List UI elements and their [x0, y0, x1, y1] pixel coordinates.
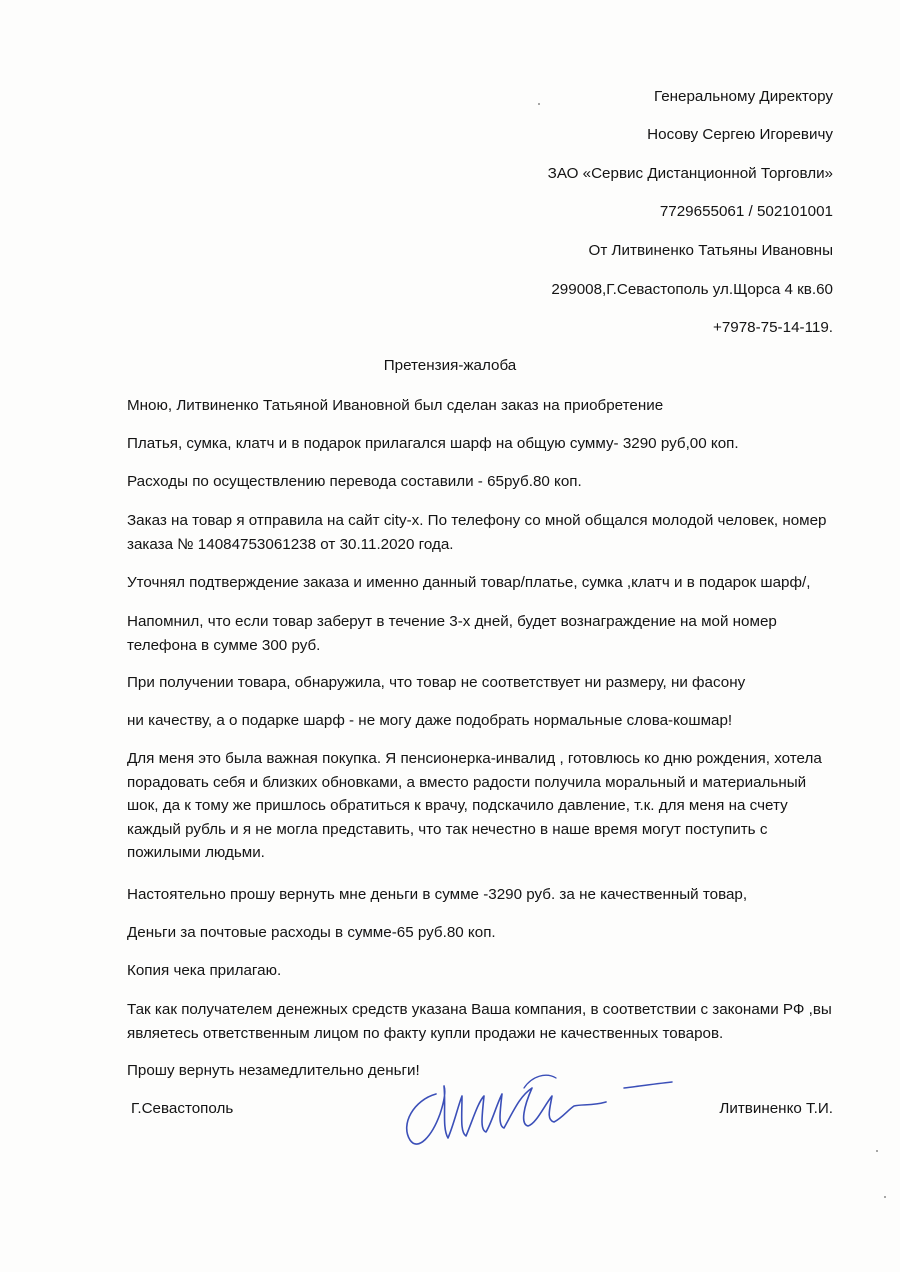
sender-address: 299008,Г.Севастополь ул.Щорса 4 кв.60: [551, 281, 833, 298]
recipient-company: ЗАО «Сервис Дистанционной Торговли»: [547, 165, 833, 182]
paragraph-expenses: Расходы по осуществлению перевода составили - 65руб.80 коп.: [127, 473, 582, 490]
footer-signer: Литвиненко Т.И.: [719, 1100, 833, 1117]
recipient-title: Генеральному Директору: [654, 88, 833, 105]
paragraph-order-number: Заказ на товар я отправила на сайт city-x. По телефону со мной общался молодой человек, номер заказа № 14084753061238 от 30.11.2020 года.: [127, 512, 827, 553]
paragraph-items: Платья, сумка, клатч и в подарок прилагался шарф на общую сумму- 3290 руб,00 коп.: [127, 435, 739, 452]
scan-speck: [876, 1150, 878, 1152]
paragraph-final-request: Прошу вернуть незамедлительно деньги!: [127, 1062, 420, 1079]
paragraph-refund-request: Настоятельно прошу вернуть мне деньги в сумме -3290 руб. за не качественный товар,: [127, 886, 748, 903]
scan-speck: [538, 103, 540, 105]
paragraph-situation: Для меня это была важная покупка. Я пенсионерка-инвалид , готовлюсь ко дню рождения, хотела порадовать себя и близких обновками, а вместо радости получила моральный и материальный шок, да к тому же пришлось обратиться к врачу, подскачило давление, т.к. для меня на счету каждый рубль и я не могла представить, что так нечестно в наше время могут поступить с пожилыми людьми.: [127, 750, 822, 861]
sender-name: От Литвиненко Татьяны Ивановны: [588, 242, 833, 259]
scan-speck: [884, 1196, 886, 1198]
sender-phone: +7978-75-14-119.: [712, 319, 833, 336]
paragraph-responsibility: Так как получателем денежных средств указана Ваша компания, в соответствии с законами РФ ,вы являетесь ответственным лицом по факту купли продажи не качественных товаров.: [127, 1001, 832, 1042]
company-inn-kpp: 7729655061 / 502101001: [659, 203, 833, 220]
document-title: Претензия-жалоба: [383, 357, 517, 374]
recipient-name: Носову Сергею Игоревичу: [647, 126, 833, 143]
paragraph-order: Мною, Литвиненко Татьяной Ивановной был сделан заказ на приобретение: [127, 397, 664, 414]
paragraph-confirmation: Уточнял подтверждение заказа и именно данный товар/платье, сумка ,клатч и в подарок шарф/,: [127, 574, 811, 591]
paragraph-receipt-copy: Копия чека прилагаю.: [127, 962, 282, 979]
handwritten-signature: [396, 1066, 686, 1156]
paragraph-reward: Напомнил, что если товар заберут в течение 3-х дней, будет вознаграждение на мой номер телефона в сумме 300 руб.: [127, 613, 777, 654]
paragraph-receipt: При получении товара, обнаружила, что товар не соответствует ни размеру, ни фасону: [127, 674, 746, 691]
paragraph-quality: ни качеству, а о подарке шарф - не могу даже подобрать нормальные слова-кошмар!: [127, 712, 733, 729]
paragraph-postal-refund: Деньги за почтовые расходы в сумме-65 руб.80 коп.: [127, 924, 496, 941]
footer-city: Г.Севастополь: [131, 1100, 234, 1117]
